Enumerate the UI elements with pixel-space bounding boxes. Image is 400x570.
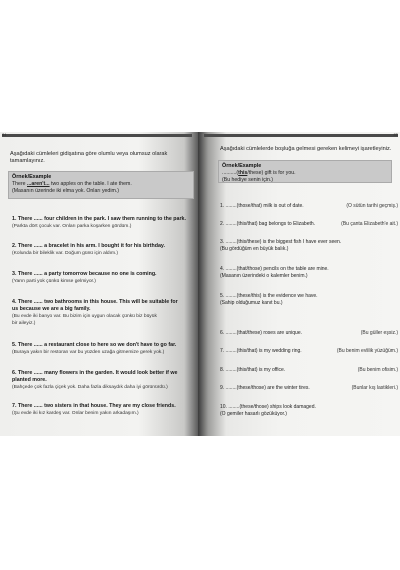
item-hint: (Bunlar kış lastikleri.) — [351, 385, 398, 391]
item-sentence-cont: planted more. — [12, 377, 47, 383]
left-page — [0, 132, 198, 436]
item-sentence: 4. ........(that/those) pencils on the table are mine. — [220, 266, 329, 272]
exercise-item — [220, 221, 398, 228]
exercise-item — [12, 299, 194, 327]
item-hint: (Bu çanta Elizabeth'e ait.) — [341, 221, 398, 227]
item-translation: (Sahip olduğumuz kanıt bu.) — [220, 300, 283, 306]
exercise-item — [12, 403, 194, 417]
exercise-item — [12, 342, 194, 356]
exercise-item — [220, 266, 398, 280]
example-answer: ...aren't... — [27, 181, 50, 187]
item-translation: (Bahçede çok fazla çiçek yok. Daha fazla diksaydık daha iyi görünürdü.) — [12, 385, 168, 390]
page-number: 85 — [393, 132, 398, 137]
item-hint: (Bu benim ofisim.) — [357, 367, 398, 373]
example-box — [8, 171, 194, 199]
item-sentence: 10. ........(these/those) ships look damaged. — [220, 404, 316, 410]
exercise-item — [220, 203, 398, 210]
item-translation: (Masanın üzerindeki o kalemler benim.) — [220, 273, 308, 279]
item-sentence: 2. There ...... a bracelet in his arm. I bought it for his birthday. — [12, 243, 165, 249]
item-translation: (Yarın parti yok çünkü kimse gelmiyor.) — [12, 279, 96, 284]
example-post: two apples on the table. I ate them. — [49, 181, 132, 187]
example-pre: There — [12, 181, 27, 187]
item-sentence: 8. ........(this/that) is my office. — [220, 367, 286, 373]
exercise-item — [12, 216, 194, 230]
item-hint: (Bu güller eşsiz.) — [360, 330, 398, 336]
item-sentence: 6. ........(that/these) roses are unique. — [220, 330, 302, 336]
item-hint: (Bu benim evlilik yüzüğüm.) — [336, 348, 398, 354]
exercise-item — [220, 330, 398, 337]
example-answer: this — [238, 170, 248, 176]
example-title: Örnek/Example — [12, 174, 52, 180]
item-sentence: 7. ........(this/that) is my wedding ring. — [220, 348, 302, 354]
exercise-item — [220, 404, 398, 418]
exercise-item — [220, 239, 398, 253]
item-sentence: 3. There ...... a party tomorrow because no one is coming. — [12, 271, 157, 277]
item-translation: (Bu gördüğüm en büyük balık.) — [220, 246, 289, 252]
exercise-item — [12, 271, 194, 285]
example-box — [218, 160, 392, 183]
right-page — [198, 132, 400, 436]
exercise-item — [12, 370, 194, 391]
exercise-item — [12, 243, 194, 257]
item-translation: (Parkta dört çocuk var. Onları parka koşarken gördüm.) — [12, 224, 132, 229]
item-sentence: 5. There ...... a restaurant close to here so we don't have to go far. — [12, 342, 177, 348]
example-pre: ..........( — [222, 170, 239, 176]
page-header-bar — [204, 134, 398, 137]
exercise-item — [220, 385, 398, 392]
exercise-item — [220, 348, 398, 355]
example-translation: (Masanın üzerinde iki elma yok. Onları yedim.) — [12, 188, 119, 194]
item-translation: (Şu evde iki kız kardeş var. Onlar benim yakın arkadaşım.) — [12, 411, 139, 416]
example-title: Örnek/Example — [222, 163, 262, 169]
example-post: /these) gift is for you. — [247, 170, 296, 176]
item-sentence: 9. ........(these/those) are the winter tires. — [220, 385, 310, 391]
item-hint: (O sütün tarihi geçmiş.) — [346, 203, 398, 209]
item-sentence: 1. There ...... four children in the park. I saw them running to the park. — [12, 216, 186, 222]
item-sentence: 5. ........(these/this) is the evidence we have. — [220, 293, 318, 299]
example-sentence — [9, 180, 193, 187]
item-translation: (Buraya yakın bir restoran var bu yüzden uzağa gitmemize gerek yok.) — [12, 350, 165, 355]
item-sentence: 7. There ...... two sisters in that house. They are my close friends. — [12, 403, 176, 409]
item-translation-cont: bir aileyiz.) — [12, 321, 36, 326]
book-spread — [0, 132, 400, 436]
exercise-item — [220, 367, 398, 374]
example-translation: (Bu hediye senin için.) — [222, 177, 274, 183]
item-sentence: 3. ........(this/these) is the biggest fish I have ever seen. — [220, 239, 342, 245]
instruction-text: Aşağıdaki cümlelerde boşluğa gelmesi gereken kelimeyi işaretleyiniz. — [220, 146, 392, 152]
item-sentence-cont: us because we are a big family. — [12, 306, 91, 312]
page-header-bar — [2, 134, 192, 137]
page-number: 84 — [2, 132, 7, 137]
item-sentence: 6. There ...... many flowers in the garden. It would look better if we — [12, 370, 178, 376]
item-translation: (O gemiler hasarlı gözüküyor.) — [220, 411, 287, 417]
item-sentence: 4. There ...... two bathrooms in this house. This will be suitable for — [12, 299, 178, 305]
item-sentence: 2. ........(this/that) bag belongs to Elizabeth. — [220, 221, 316, 227]
instruction-text: Aşağıdaki cümleleri gidişatına göre olumlu veya olumsuz olarak tamamlayınız. — [10, 151, 168, 165]
item-translation: (Kolunda bir bileklik var. Doğum günü için aldım.) — [12, 251, 119, 256]
exercise-item — [220, 293, 398, 307]
item-sentence: 1. ........(those/that) milk is out of date. — [220, 203, 304, 209]
item-translation: (Bu evde iki banyo var. Bu bizim için uygun olacak çünkü biz büyük — [12, 314, 157, 319]
example-sentence — [219, 169, 391, 176]
